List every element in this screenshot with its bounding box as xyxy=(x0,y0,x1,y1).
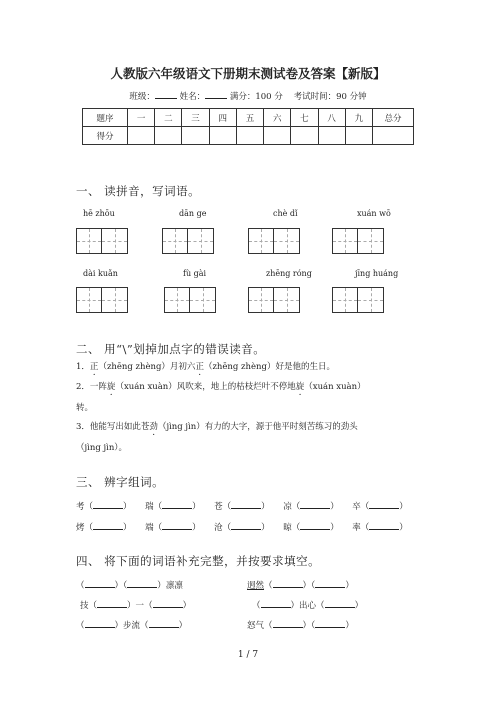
answer-blank[interactable] xyxy=(231,499,261,509)
question-line xyxy=(76,420,358,432)
answer-blank[interactable] xyxy=(85,618,115,628)
answer-blank[interactable] xyxy=(162,499,192,509)
paren: ） xyxy=(399,523,408,533)
writing-cell[interactable] xyxy=(274,228,300,254)
pinyin-label: dān ge xyxy=(179,209,207,218)
paren: （ xyxy=(264,621,273,631)
paren: （ xyxy=(360,523,370,533)
paren: ） xyxy=(157,581,166,591)
section1-title: 一、 读拼音，写词语。 xyxy=(76,184,201,198)
writing-grid[interactable] xyxy=(164,287,216,313)
word-row xyxy=(76,499,408,512)
paren: （ xyxy=(123,581,128,591)
table-cell: 一 xyxy=(128,109,155,127)
char: 晾 xyxy=(283,523,292,533)
word-part: 出心 xyxy=(299,601,317,611)
answer-blank[interactable] xyxy=(369,520,399,530)
score-input-cell[interactable] xyxy=(128,127,155,145)
paren: ） xyxy=(302,621,312,631)
answer-blank[interactable] xyxy=(127,578,157,588)
answer-blank[interactable] xyxy=(325,598,355,608)
writing-cell[interactable] xyxy=(358,228,384,254)
paren: （ xyxy=(252,601,261,611)
paren: ） xyxy=(261,502,270,512)
dotted-char: 旋 xyxy=(106,382,116,392)
question-text: （zhēng zhèng）月初六 xyxy=(98,362,196,372)
answer-blank[interactable] xyxy=(300,499,330,509)
table-cell: 八 xyxy=(318,109,345,127)
question-line xyxy=(76,360,335,372)
paren: ） xyxy=(182,601,192,611)
paren: （ xyxy=(311,581,316,591)
answer-blank[interactable] xyxy=(300,520,330,530)
paren: （ xyxy=(84,502,94,512)
question-text: 3．他能写出如此苍 xyxy=(76,422,150,432)
paren: （ xyxy=(76,621,85,631)
writing-cell[interactable] xyxy=(332,228,358,254)
answer-blank[interactable] xyxy=(85,578,115,588)
writing-cell[interactable] xyxy=(358,287,384,313)
table-cell: 得分 xyxy=(83,127,128,145)
word-part: 一 xyxy=(135,601,145,611)
writing-grid[interactable] xyxy=(76,228,128,254)
word-part: 步流 xyxy=(123,621,141,631)
paren: ） xyxy=(330,502,339,512)
question-line: 转。 xyxy=(76,403,94,413)
char: 沧 xyxy=(214,523,223,533)
writing-cell[interactable] xyxy=(190,287,216,313)
dotted-char: 旋 xyxy=(295,382,305,392)
answer-blank[interactable] xyxy=(261,598,291,608)
paren: （ xyxy=(291,502,301,512)
answer-blank[interactable] xyxy=(315,618,345,628)
char: 瑞 xyxy=(145,502,154,512)
paren: ） xyxy=(127,601,136,611)
char: 率 xyxy=(352,523,361,533)
document-title: 人教版六年级语文下册期末测试卷及答案【新版】 xyxy=(110,66,386,81)
dotted-char: 正 xyxy=(195,362,204,372)
writing-cell[interactable] xyxy=(188,228,214,254)
paren: ） xyxy=(290,601,300,611)
score-input-cell[interactable] xyxy=(236,127,263,145)
score-input-cell[interactable] xyxy=(155,127,182,145)
char: 凉 xyxy=(283,502,292,512)
word-part: 怒气 xyxy=(247,621,265,631)
table-cell: 四 xyxy=(209,109,236,127)
writing-grid[interactable] xyxy=(332,228,384,254)
word-part: 凛凛 xyxy=(165,581,183,591)
pinyin-label: jīng huáng xyxy=(355,269,399,278)
paren: （ xyxy=(76,581,85,591)
paren: （ xyxy=(291,523,301,533)
paren: （ xyxy=(84,523,94,533)
char: 考 xyxy=(76,502,85,512)
answer-blank[interactable] xyxy=(97,598,127,608)
table-cell: 五 xyxy=(236,109,263,127)
score-input-cell[interactable] xyxy=(182,127,209,145)
exam-info-line xyxy=(0,89,496,102)
paren: ） xyxy=(302,581,312,591)
table-cell: 六 xyxy=(264,109,291,127)
score-table-header xyxy=(83,109,414,127)
fill-row xyxy=(252,598,363,611)
paren: （ xyxy=(264,581,273,591)
paren: （ xyxy=(222,502,232,512)
page-number: 1 / 7 xyxy=(237,650,259,660)
paren: ） xyxy=(192,502,201,512)
word-part: 迥然 xyxy=(247,581,265,591)
paren: ） xyxy=(345,621,354,631)
char: 苍 xyxy=(214,502,223,512)
writing-grid[interactable] xyxy=(248,287,300,313)
answer-blank[interactable] xyxy=(149,618,179,628)
paren: ） xyxy=(345,581,354,591)
writing-cell[interactable] xyxy=(76,287,102,313)
answer-blank[interactable] xyxy=(315,578,345,588)
question-line: （jìng jìn）。 xyxy=(76,443,128,453)
question-text: （zhēng zhèng）好是他的生日。 xyxy=(203,362,335,372)
pinyin-label: dài kuǎn xyxy=(83,269,118,278)
answer-blank[interactable] xyxy=(93,499,123,509)
class-blank xyxy=(155,89,177,99)
fill-row xyxy=(247,578,354,591)
char: 烤 xyxy=(76,523,85,533)
word-part: 技 xyxy=(80,601,89,611)
question-text: 2．一阵 xyxy=(76,382,107,392)
paren: ） xyxy=(114,581,124,591)
pinyin-label: hē zhōu xyxy=(83,209,115,218)
name-blank xyxy=(205,89,227,99)
fill-row xyxy=(80,598,191,611)
full-score: 满分：100 分 xyxy=(229,92,283,102)
answer-blank[interactable] xyxy=(273,578,303,588)
paren: ） xyxy=(178,621,188,631)
writing-cell[interactable] xyxy=(164,287,190,313)
section4-title: 四、 将下面的词语补充完整，并按要求填空。 xyxy=(76,554,321,568)
dotted-char: 劲 xyxy=(149,422,158,432)
paren: ） xyxy=(123,502,132,512)
paren: ） xyxy=(114,621,124,631)
paren: （ xyxy=(88,601,98,611)
writing-cell[interactable] xyxy=(76,228,102,254)
char: 端 xyxy=(145,523,154,533)
pinyin-label: zhēng róng xyxy=(266,269,312,278)
section3-title: 三、 辨字组词。 xyxy=(76,475,165,489)
paren: ） xyxy=(261,523,270,533)
section2-title: 二、 用“\”划掉加点字的错误读音。 xyxy=(76,342,266,356)
paren: （ xyxy=(311,621,316,631)
question-number: 1． xyxy=(76,362,90,372)
table-cell: 三 xyxy=(182,109,209,127)
dotted-char: 正 xyxy=(89,362,99,372)
writing-cell[interactable] xyxy=(162,228,188,254)
table-cell: 七 xyxy=(291,109,318,127)
question-text: （xuán xuàn）风吹来，地上的枯枝烂叶不停地 xyxy=(115,382,296,392)
paren: （ xyxy=(153,502,163,512)
writing-grid[interactable] xyxy=(162,228,214,254)
answer-blank[interactable] xyxy=(93,520,123,530)
score-table-row xyxy=(83,127,414,145)
writing-cell[interactable] xyxy=(248,287,274,313)
table-cell: 总分 xyxy=(373,109,414,127)
exam-time: 考试时间：90 分钟 xyxy=(293,92,367,102)
paren: ） xyxy=(354,601,364,611)
paren: ） xyxy=(330,523,339,533)
answer-blank[interactable] xyxy=(273,618,303,628)
name-label: 姓名： xyxy=(179,92,206,102)
question-text: （xuán xuàn） xyxy=(304,382,366,392)
table-cell: 题序 xyxy=(83,109,128,127)
score-table xyxy=(82,108,414,145)
paren: ） xyxy=(192,523,201,533)
writing-cell[interactable] xyxy=(102,287,128,313)
writing-grid[interactable] xyxy=(248,228,300,254)
writing-cell[interactable] xyxy=(332,287,358,313)
answer-blank[interactable] xyxy=(369,499,399,509)
pinyin-label: xuán wō xyxy=(357,209,391,218)
table-cell: 九 xyxy=(345,109,372,127)
paren: （ xyxy=(222,523,232,533)
score-input-cell[interactable] xyxy=(291,127,318,145)
class-label: 班级： xyxy=(129,92,155,102)
paren: （ xyxy=(316,601,325,611)
score-input-cell[interactable] xyxy=(264,127,291,145)
fill-row xyxy=(247,618,354,631)
score-input-cell[interactable] xyxy=(345,127,372,145)
pinyin-label: fù gài xyxy=(183,269,207,278)
score-input-cell[interactable] xyxy=(318,127,345,145)
paren: （ xyxy=(360,502,370,512)
fill-row xyxy=(76,578,183,591)
pinyin-label: chè dǐ xyxy=(273,209,298,218)
writing-cell[interactable] xyxy=(248,228,274,254)
paren: （ xyxy=(140,621,149,631)
answer-blank[interactable] xyxy=(231,520,261,530)
word-row xyxy=(76,520,408,533)
answer-blank[interactable] xyxy=(153,598,183,608)
paren: ） xyxy=(399,502,408,512)
writing-cell[interactable] xyxy=(274,287,300,313)
score-input-cell[interactable] xyxy=(209,127,236,145)
fill-row xyxy=(76,618,187,631)
score-input-cell[interactable] xyxy=(373,127,414,145)
writing-grid[interactable] xyxy=(76,287,128,313)
paren: （ xyxy=(153,523,163,533)
char: 卒 xyxy=(352,502,361,512)
question-text: （jìng jìn）有力的大字，源于他平时刻苦练习的劲头 xyxy=(157,422,358,432)
paren: （ xyxy=(144,601,153,611)
question-line xyxy=(76,380,366,392)
paren: ） xyxy=(123,523,132,533)
writing-grid[interactable] xyxy=(332,287,384,313)
answer-blank[interactable] xyxy=(162,520,192,530)
writing-cell[interactable] xyxy=(102,228,128,254)
table-cell: 二 xyxy=(155,109,182,127)
